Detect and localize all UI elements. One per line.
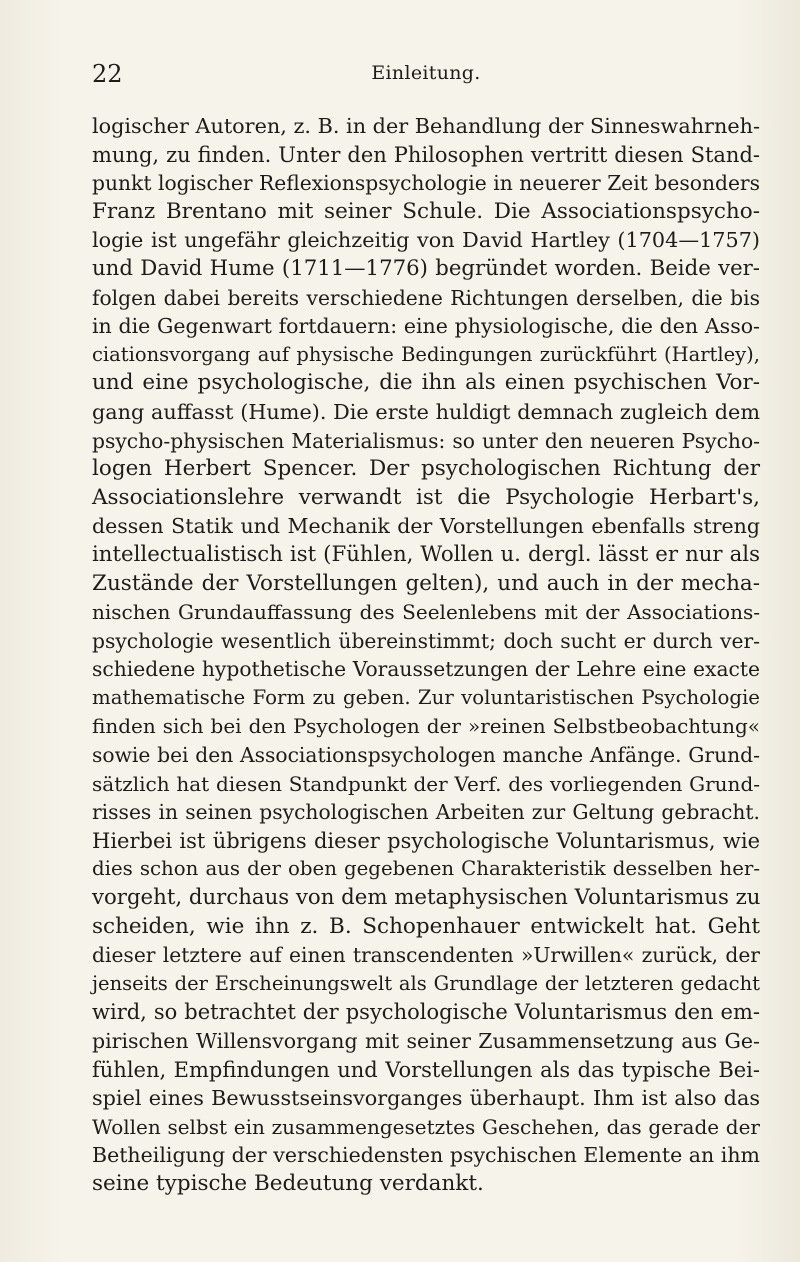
text-line: folgen dabei bereits verschiedene Richtungen derselben, die bis bbox=[92, 285, 760, 310]
text-line: in die Gegenwart fortdauern: eine physiologische, die den Asso- bbox=[92, 314, 760, 339]
text-line: fühlen, Empfindungen und Vorstellungen als das typische Bei- bbox=[92, 1057, 760, 1082]
text-line: sowie bei den Associationspsychologen manche Anfänge. Grund- bbox=[92, 743, 760, 768]
text-line: logen Herbert Spencer. Der psychologischen Richtung der bbox=[92, 456, 760, 482]
text-line: ciationsvorgang auf physische Bedingungen zurückführt (Hartley), bbox=[92, 342, 760, 366]
text-line: dies schon aus der oben gegebenen Charakteristik desselben her- bbox=[92, 857, 760, 881]
text-line: spiel eines Bewusstseinsvorganges überhaupt. Ihm ist also das bbox=[92, 1086, 760, 1111]
text-line: jenseits der Erscheinungswelt als Grundlage der letzteren gedacht bbox=[92, 971, 760, 995]
text-line: schiedene hypothetische Voraussetzungen der Lehre eine exacte bbox=[92, 657, 760, 682]
text-line: sätzlich hat diesen Standpunkt der Verf. des vorliegenden Grund- bbox=[92, 771, 760, 796]
body-text bbox=[92, 112, 760, 1199]
text-line: logischer Autoren, z. B. in der Behandlung der Sinneswahrneh- bbox=[92, 114, 760, 138]
text-line: und David Hume (1711—1776) begründet worden. Beide ver- bbox=[92, 255, 760, 281]
text-line: mathematische Form zu geben. Zur voluntaristischen Psychologie bbox=[92, 685, 760, 709]
text-line: und eine psychologische, die ihn als einen psychischen Vor- bbox=[92, 370, 760, 396]
text-line: punkt logischer Reflexionspsychologie in neuerer Zeit besonders bbox=[92, 171, 760, 196]
text-line: risses in seinen psychologischen Arbeiten zur Geltung gebracht. bbox=[92, 800, 760, 825]
page-number: 22 bbox=[92, 60, 123, 88]
text-line: wird, so betrachtet der psychologische Voluntarismus den em- bbox=[92, 1000, 760, 1025]
text-line: mung, zu finden. Unter den Philosophen vertritt diesen Stand- bbox=[92, 142, 760, 167]
text-line: Associationslehre verwandt ist die Psychologie Herbart's, bbox=[92, 484, 760, 510]
text-line: gang auffasst (Hume). Die erste huldigt demnach zugleich dem bbox=[92, 399, 760, 424]
text-line: pirischen Willensvorgang mit seiner Zusammensetzung aus Ge- bbox=[92, 1029, 760, 1053]
text-line: vorgeht, durchaus von dem metaphysischen Voluntarismus zu bbox=[92, 885, 761, 911]
text-line: psychologie wesentlich übereinstimmt; doch sucht er durch ver- bbox=[92, 628, 760, 653]
text-line: nischen Grundauffassung des Seelenlebens mit der Associations- bbox=[92, 600, 760, 625]
text-line: Wollen selbst ein zusammengesetztes Geschehen, das gerade der bbox=[92, 1114, 760, 1139]
text-line: seine typische Bedeutung verdankt. bbox=[92, 1170, 484, 1196]
text-line: intellectualistisch ist (Fühlen, Wollen u. dergl. lässt er nur als bbox=[92, 541, 760, 567]
text-line: dieser letztere auf einen transcendenten »Urwillen« zurück, der bbox=[92, 943, 760, 968]
text-line: psycho-physischen Materialismus: so unter den neueren Psycho- bbox=[92, 428, 760, 453]
text-line: Franz Brentano mit seiner Schule. Die Associationspsycho- bbox=[92, 198, 760, 224]
page-header bbox=[92, 60, 760, 92]
text-line: Betheiligung der verschiedensten psychischen Elemente an ihm bbox=[92, 1143, 760, 1168]
text-line: logie ist ungefähr gleichzeitig von David Hartley (1704—1757) bbox=[92, 228, 760, 253]
text-line: scheiden, wie ihn z. B. Schopenhauer entwickelt hat. Geht bbox=[92, 913, 760, 939]
text-line: finden sich bei den Psychologen der »reinen Selbstbeobachtung« bbox=[92, 714, 760, 739]
text-line: dessen Statik und Mechanik der Vorstellungen ebenfalls streng bbox=[92, 514, 760, 539]
text-line: Zustände der Vorstellungen gelten), und auch in der mecha- bbox=[92, 570, 760, 596]
text-line: Hierbei ist übrigens dieser psychologische Voluntarismus, wie bbox=[92, 828, 760, 853]
running-head: Einleitung. bbox=[371, 62, 481, 84]
